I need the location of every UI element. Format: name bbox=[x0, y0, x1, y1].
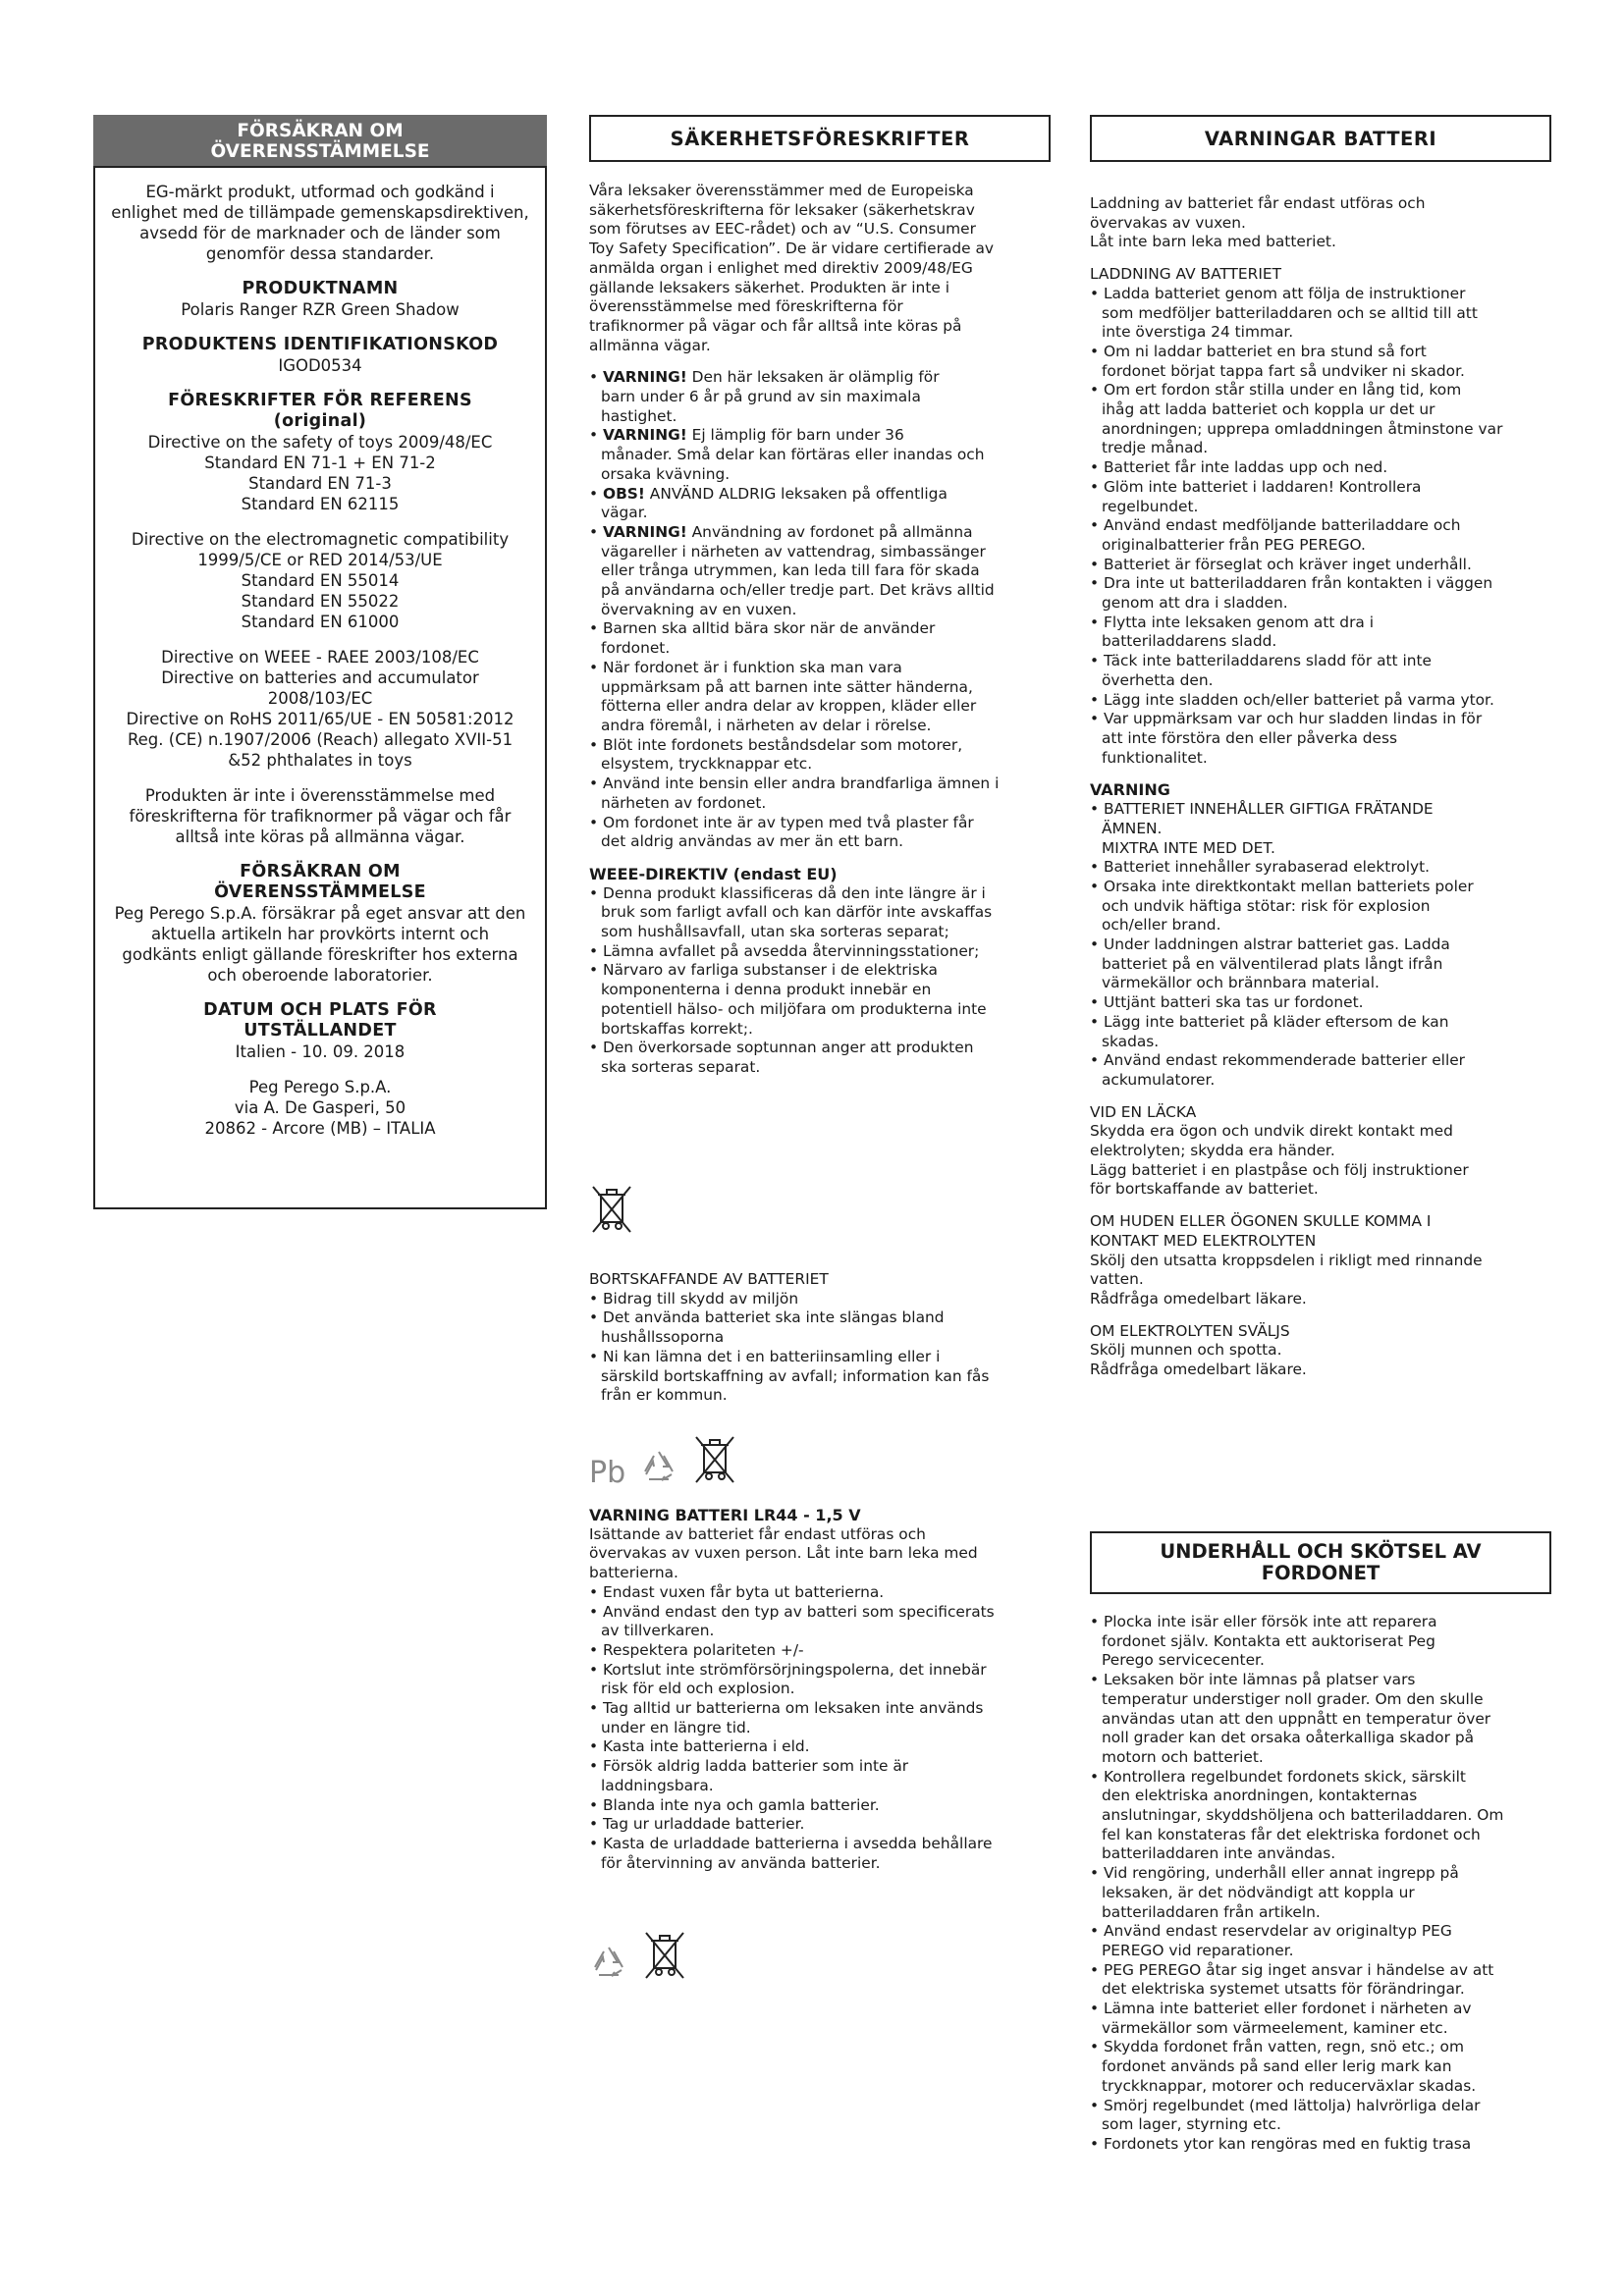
list-item: fel kan konstateras får det elektriska fordonet och bbox=[1102, 1825, 1481, 1843]
warnings-list bbox=[589, 368, 1051, 852]
list-item: noll grader kan det orsaka oåterkalliga skador på bbox=[1102, 1729, 1475, 1747]
list-item: • Flytta inte leksaken genom att dra i bbox=[1090, 613, 1375, 631]
list-item: • Kontrollera regelbundet fordonets skick, särskilt bbox=[1090, 1767, 1466, 1786]
recycle-icon bbox=[639, 1447, 678, 1490]
list-item: • Använd endast den typ av batteri som specificerats bbox=[589, 1602, 995, 1621]
list-item: anslutningar, skyddshöljena och batteriladdaren. Om bbox=[1102, 1806, 1504, 1825]
list-item: värmekällor och brännbara material. bbox=[1102, 974, 1380, 992]
list-item: barn under 6 år på grund av sin maximala bbox=[601, 388, 921, 406]
list-item: • Batteriet innehåller syrabaserad elektrolyt. bbox=[1090, 858, 1431, 877]
list-item: det elektriska systemet utsatts för förändringar. bbox=[1102, 1980, 1465, 1999]
list-item: vägareller i närheten av vattendrag, simbassänger bbox=[601, 542, 986, 561]
list-item: • Under laddningen alstrar batteriet gas. Ladda bbox=[1090, 935, 1450, 954]
list-item: • BATTERIET INNEHÅLLER GIFTIGA FRÄTANDE bbox=[1090, 800, 1434, 819]
list-item: ska sorteras separat. bbox=[601, 1057, 761, 1076]
weee-heading: WEEE-DIREKTIV (endast EU) bbox=[589, 864, 838, 883]
list-item: • Närvaro av farliga substanser i de elektriska bbox=[589, 961, 938, 980]
list-item: laddningsbara. bbox=[601, 1776, 714, 1794]
list-item: batteriladdarens sladd. bbox=[1102, 632, 1277, 651]
list-item: det aldrig användas av mer än ett barn. bbox=[601, 832, 904, 851]
battery-text: Laddning av batteriet får endast utföras och övervakas av vuxen. Låt inte barn leka med batteriet. LADDNING AV BATTERIET • Ladda batteriet genom att följa de instruktioner som medföljer batteriladdaren och se alltid till att inte överstiga 24 timmar. • Om ni laddar batteriet en bra stund så fort fordonet börjat tappa fart så undviker ni skador. • Om ert fordon står stilla under en lång tid, kom ihåg att ladda batteriet och koppla ur det ur anordningen; upprepa omladdningen åtminstone var tredje månad. • Batteriet får inte laddas upp och ned. • Glöm inte batteriet i laddaren! Kontrollera regelbundet. • Använd endast medföljande batteriladdare och originalbatterier från PEG PEREGO. • Batteriet är förseglat och kräver inget underhåll. • Dra inte ut batteriladdaren från kontakten i väggen genom att dra i sladden. • Flytta inte leksaken genom att dra i batteriladdarens sladd. • Täck inte batteriladdarens sladd för att inte överhetta den. • Lägg inte sladden och/eller batteriet på varma ytor. • Var uppmärksam var och hur sladden lindas in för att inte förstöra den eller påverka dess funktionalitet. VARNING • BATTERIET INNEHÅLLER GIFTIGA FRÄTANDE ÄMNEN. MIXTRA INTE MED DET. • Batteriet innehåller syrabaserad elektrolyt. • Orsaka inte direktkontakt mellan batteriets poler och undvik häftiga stötar: risk för explosion och/eller brand. • Under laddningen alstrar batteriet gas. Ladda batteriet på en välventilerad plats långt ifrån värmekällor och brännbara material. • Uttjänt batteri ska tas ur fordonet. • Lägg inte batteriet på kläder eftersom de kan skadas. • Använd endast rekommenderade batterier eller ackumulatorer. VID EN LÄCKA Skydda era ögon och undvik direkt kontakt med elektrolyten; skydda era händer. Lägg batteriet i en plastpåse och följ instruktioner för bortskaffande av batteriet. OM HUDEN ELLER ÖGONEN SKULLE KOMMA I KONTAKT MED ELEKTROLYTEN Skölj den utsatta kroppsdelen i rikligt med rinnande vatten. Rådfråga omedelbart läkare. OM ELEKTROLYTEN SVÄLJS Skölj munnen och spotta. Rådfråga omedelbart läkare. bbox=[1090, 194, 1551, 1380]
list-item: fordonet. bbox=[601, 639, 671, 658]
list-item: • Bidrag till skydd av miljön bbox=[589, 1289, 799, 1308]
product-name-heading: PRODUKTNAMN bbox=[242, 279, 399, 298]
product-name: Polaris Ranger RZR Green Shadow bbox=[181, 300, 460, 319]
list-item: elsystem, tryckknappar etc. bbox=[601, 755, 813, 774]
lr44-section: VARNING BATTERI LR44 - 1,5 V Isättande av batteriet får endast utföras och övervakas av vuxen person. Låt inte barn leka med batterierna. • Endast vuxen får byta ut batterierna. • Använd endast den typ av batteri som specificerats av tillverkaren. • Respektera polariteten +/- • Kortslut inte strömförsörjningspolerna, det innebär risk för eld och explosion. • Tag alltid ur batterierna om leksaken inte används under en längre tid. • Kasta inte batterierna i eld. • Försök aldrig ladda batterier som inte är laddningsbara. • Blanda inte nya och gamla batterier. • Tag ur urladdade batterier. • Kasta de urladdade batterierna i avsedda behållare för återvinning av använda batterier. bbox=[589, 1506, 1051, 1873]
list-item: • Smörj regelbundet (med lättolja) halvrörliga delar bbox=[1090, 2096, 1481, 2114]
list-item: vägar. bbox=[601, 504, 648, 522]
weee-list bbox=[589, 884, 1051, 1078]
list-item: • När fordonet är i funktion ska man vara bbox=[589, 658, 902, 676]
list-item: • Ni kan lämna det i en batteriinsamling eller i bbox=[589, 1347, 941, 1365]
safety-title: SÄKERHETSFÖRESKRIFTER bbox=[589, 115, 1051, 162]
list-item: • Lämna avfallet på avsedda återvinningsstationer; bbox=[589, 941, 980, 960]
list-item: värmekällor som värmeelement, kaminer etc. bbox=[1102, 2018, 1448, 2037]
list-item: inte överstiga 24 timmar. bbox=[1102, 323, 1294, 342]
list-item: för återvinning av använda batterier. bbox=[601, 1853, 881, 1872]
list-item: • Denna produkt klassificeras då den inte längre är i bbox=[589, 883, 986, 902]
lr44-heading: VARNING BATTERI LR44 - 1,5 V bbox=[589, 1506, 861, 1524]
recycle-icon bbox=[589, 1943, 628, 1986]
crossed-bin-icon bbox=[692, 1433, 737, 1490]
list-item: och/eller brand. bbox=[1102, 916, 1221, 934]
list-item: • Skydda fordonet från vatten, regn, snö etc.; om bbox=[1090, 2038, 1464, 2056]
list-item: potentiell hälso- och miljöfara om produkterna inte bbox=[601, 999, 987, 1018]
list-item: den elektriska anordningen, kontakternas bbox=[1102, 1787, 1418, 1805]
list-item: • Om ert fordon står stilla under en lång tid, kom bbox=[1090, 381, 1462, 400]
list-item: • VARNING! Den här leksaken är olämplig för bbox=[589, 368, 940, 387]
list-item: • Täck inte batteriladdarens sladd för att inte bbox=[1090, 652, 1432, 670]
list-item: • Respektera polariteten +/- bbox=[589, 1640, 804, 1659]
list-item: leksaken, är det nödvändigt att koppla ur bbox=[1102, 1883, 1415, 1901]
list-item: regelbundet. bbox=[1102, 497, 1199, 515]
list-item: • Försök aldrig ladda batterier som inte är bbox=[589, 1757, 909, 1776]
list-item: under en längre tid. bbox=[601, 1718, 751, 1736]
list-item: • Använd endast rekommenderade batterier eller bbox=[1090, 1051, 1466, 1070]
list-item: temperatur understiger noll grader. Om den skulle bbox=[1102, 1689, 1484, 1708]
list-item: • VARNING! Ej lämplig för barn under 36 bbox=[589, 426, 904, 445]
list-item: uppmärksam på att barnen inte sätter händerna, bbox=[601, 677, 973, 696]
list-item: bortskaffas korrekt;. bbox=[601, 1019, 753, 1038]
list-item: • Glöm inte batteriet i laddaren! Kontrollera bbox=[1090, 477, 1422, 496]
list-item: • Den överkorsade soptunnan anger att produkten bbox=[589, 1039, 974, 1057]
list-item: • Använd inte bensin eller andra brandfarliga ämnen i bbox=[589, 774, 1000, 793]
list-item: fordonet börjat tappa fart så undviker ni skador. bbox=[1102, 361, 1465, 380]
list-item: som lager, styrning etc. bbox=[1102, 2115, 1281, 2134]
list-item: tryckknappar, motorer och reducerväxlar skadas. bbox=[1102, 2076, 1477, 2095]
list-item: anordningen; upprepa omladdningen åtminstone var bbox=[1102, 419, 1503, 438]
list-item: MIXTRA INTE MED DET. bbox=[1102, 838, 1275, 857]
list-item: risk för eld och explosion. bbox=[601, 1680, 795, 1698]
list-item: från er kommun. bbox=[601, 1386, 728, 1405]
list-item: genom att dra i sladden. bbox=[1102, 594, 1288, 613]
battery-title: VARNINGAR BATTERI bbox=[1090, 115, 1551, 162]
list-item: eller trånga utrymmen, kan leda till fara för skada bbox=[601, 561, 980, 580]
pb-label: Pb bbox=[589, 1456, 626, 1490]
list-item: batteriladdaren inte användas. bbox=[1102, 1844, 1336, 1863]
product-id: IGOD0534 bbox=[278, 356, 362, 375]
list-item: • Blanda inte nya och gamla batterier. bbox=[589, 1795, 880, 1814]
list-item: • Lämna inte batteriet eller fordonet i närheten av bbox=[1090, 2000, 1472, 2018]
list-item: av tillverkaren. bbox=[601, 1622, 715, 1640]
list-item: • Ladda batteriet genom att följa de instruktioner bbox=[1090, 284, 1466, 302]
list-item: särskild bortskaffning av avfall; information kan fås bbox=[601, 1366, 990, 1385]
list-item: • Dra inte ut batteriladdaren från kontakten i väggen bbox=[1090, 574, 1493, 593]
list-item: • Uttjänt batteri ska tas ur fordonet. bbox=[1090, 993, 1364, 1012]
list-item: PEREGO vid reparationer. bbox=[1102, 1941, 1294, 1959]
list-item: • Lägg inte sladden och/eller batteriet på varma ytor. bbox=[1090, 690, 1494, 709]
list-item: • Kasta inte batterierna i eld. bbox=[589, 1737, 810, 1756]
issue-date: Italien - 10. 09. 2018 bbox=[235, 1042, 406, 1061]
list-item: • Lägg inte batteriet på kläder eftersom de kan bbox=[1090, 1012, 1449, 1031]
list-item: • Plocka inte isär eller försök inte att reparera bbox=[1090, 1613, 1437, 1630]
list-item: • Batteriet får inte laddas upp och ned. bbox=[1090, 458, 1388, 477]
list-item: och undvik häftiga stötar: risk för explosion bbox=[1102, 896, 1431, 915]
list-item: tredje månad. bbox=[1102, 439, 1209, 457]
list-item: på användarna och/eller tredje part. Det krävs alltid bbox=[601, 581, 995, 600]
list-item: • Använd endast medföljande batteriladdare och bbox=[1090, 516, 1461, 535]
list-item: • Endast vuxen får byta ut batterierna. bbox=[589, 1582, 885, 1601]
list-item: komponenterna i denna produkt innebär en bbox=[601, 981, 932, 999]
battery-disposal: BORTSKAFFANDE AV BATTERIET • Bidrag till skydd av miljön • Det använda batteriet ska inte slängas bland hushållssoporna • Ni kan lämna det i en batteriinsamling eller i särskild bortskaffning av avfall; information kan fås från er kommun. bbox=[589, 1270, 1051, 1406]
list-item: • Om ni laddar batteriet en bra stund så fort bbox=[1090, 342, 1427, 360]
list-item: Perego servicecenter. bbox=[1102, 1651, 1265, 1670]
list-item: • Leksaken bör inte lämnas på platser vars bbox=[1090, 1671, 1416, 1689]
list-item: användas utan att den uppnått en temperatur över bbox=[1102, 1709, 1491, 1728]
list-item: • Om fordonet inte är av typen med två plaster får bbox=[589, 813, 974, 831]
list-item: • Tag alltid ur batterierna om leksaken inte används bbox=[589, 1699, 984, 1718]
safety-text: Våra leksaker överensstämmer med de Europeiska säkerhetsföreskrifterna för leksaker (säkerhetskrav som förutses av EEC-rådet) och av “U.S. Consumer Toy Safety Specification”. De är vidare certifierade av anmälda organ i enlighet med direktiv 2009/48/EG gällande leksakers säkerhet. Produkten är inte i överensstämmelse med föreskrifterna för trafiknormer på vägar och får alltså inte köras på allmänna vägar. • VARNING! Den här leksaken är olämplig för barn under 6 år på grund av sin maximala hastighet. • VARNING! Ej lämplig för barn under 36 månader. Små delar kan förtäras eller inandas och orsaka kvävning. • OBS! ANVÄND ALDRIG leksaken på offentliga vägar. • VARNING! Användning av fordonet på allmänna vägareller i närheten av vattendrag, simbassänger eller trånga utrymmen, kan leda till fara för skada på användarna och/eller tredje part. Det krävs alltid övervakning av en vuxen. • Barnen ska alltid bära skor när de använder fordonet. • När fordonet är i funktion ska man vara uppmärksam på att barnen inte sätter händerna, fötterna eller andra delar av kroppen, kläder eller andra föremål, i närheten av delar i rörelse. • Blöt inte fordonets beståndsdelar som motorer, elsystem, tryckknappar etc. • Använd inte bensin eller andra brandfarliga ämnen i närheten av fordonet. • Om fordonet inte är av typen med två plaster får det aldrig användas av mer än ett barn. WEEE-DIREKTIV (endast EU) • Denna produkt klassificeras då den inte längre är i bruk som farligt avfall och kan därför inte avskaffas som hushållsavfall, utan ska sorteras separat; • Lämna avfallet på avsedda återvinningsstationer; • Närvaro av farliga substanser i de elektriska komponenterna i denna produkt innebär en potentiell hälso- och miljöfara om produkterna inte bortskaffas korrekt;. • Den överkorsade soptunnan anger att produkten ska sorteras separat. bbox=[589, 182, 1051, 1078]
list-item: månader. Små delar kan förtäras eller inandas och bbox=[601, 446, 985, 464]
list-item: • PEG PEREGO åtar sig inget ansvar i händelse av att bbox=[1090, 1960, 1494, 1979]
list-item: • Batteriet är förseglat och kräver inget underhåll. bbox=[1090, 555, 1472, 573]
declaration-header: FÖRSÄKRAN OM ÖVERENSSTÄMMELSE bbox=[93, 115, 547, 166]
list-item: • Kasta de urladdade batterierna i avsedda behållare bbox=[589, 1834, 993, 1852]
list-item: som hushållsavfall, utan ska sorteras separat; bbox=[601, 923, 949, 941]
lr44-icon-row bbox=[589, 1929, 687, 1986]
list-item: • Orsaka inte direktkontakt mellan batteriets poler bbox=[1090, 877, 1474, 895]
list-item: • OBS! ANVÄND ALDRIG leksaken på offentliga bbox=[589, 484, 947, 503]
list-item: som medföljer batteriladdaren och se alltid till att bbox=[1102, 303, 1478, 322]
battery-icon-row bbox=[589, 1433, 737, 1490]
list-item: ÄMNEN. bbox=[1102, 819, 1163, 837]
list-item: originalbatterier från PEG PEREGO. bbox=[1102, 535, 1366, 554]
list-item: övervakning av en vuxen. bbox=[601, 600, 797, 618]
declaration-box: EG-märkt produkt, utformad och godkänd i enlighet med de tillämpade gemenskapsdirektiven, avsedd för de marknader och de länder som genomför dessa standarder. PRODUKTNAMN Polaris Ranger RZR Green Shadow PRODUKTENS IDENTIFIKATIONSKOD IGOD0534 FÖRESKRIFTER FÖR REFERENS (original) Directive on the safety of toys 2009/48/EC Standard EN 71-1 + EN 71-2 Standard EN 71-3 Standard EN 62115 Directive on the electromagnetic compatibility 1999/5/CE or RED 2014/53/UE Standard EN 55014 Standard EN 55022 Standard EN 61000 Directive on WEEE - RAEE 2003/108/EC Directive on batteries and accumulator 2008/103/EC Directive on RoHS 2011/65/UE - EN 50581:2012 Reg. (CE) n.1907/2006 (Reach) allegato XVII-51 &52 phthalates in toys Produkten är inte i överensstämmelse med föreskrifterna för trafiknormer på vägar och får alltså inte köras på allmänna vägar. FÖRSÄKRAN OM ÖVERENSSTÄMMELSE Peg Perego S.p.A. försäkrar på eget ansvar att den aktuella artikeln har provkörts internt och godkänts enligt gällande föreskrifter hos externa och oberoende laboratorier. DATUM OCH PLATS FÖR UTSTÄLLANDET Italien - 10. 09. 2018 Peg Perego S.p.A. via A. De Gasperi, 50 20862 - Arcore (MB) – ITALIA bbox=[93, 166, 547, 1209]
list-item: • Var uppmärksam var och hur sladden lindas in för bbox=[1090, 710, 1483, 728]
list-item: närheten av fordonet. bbox=[601, 793, 767, 812]
list-item: • Tag ur urladdade batterier. bbox=[589, 1815, 805, 1834]
list-item: • Blöt inte fordonets beståndsdelar som motorer, bbox=[589, 735, 963, 754]
weee-icon-row bbox=[589, 1183, 634, 1240]
list-item: fordonet används på sand eller lerig mark kan bbox=[1102, 2057, 1452, 2076]
list-item: • Fordonets ytor kan rengöras med en fuktig trasa bbox=[1090, 2134, 1472, 2153]
list-item: fötterna eller andra delar av kroppen, kläder eller bbox=[601, 697, 977, 716]
list-item: motorn och batteriet. bbox=[1102, 1747, 1264, 1766]
list-item: batteriladdaren från artikeln. bbox=[1102, 1902, 1321, 1921]
product-id-heading: PRODUKTENS IDENTIFIKATIONSKOD bbox=[141, 335, 499, 354]
list-item: ihåg att ladda batteriet och koppla ur det ur bbox=[1102, 400, 1435, 419]
list-item: ackumulatorer. bbox=[1102, 1070, 1216, 1089]
list-item: • Det använda batteriet ska inte slängas bland bbox=[589, 1308, 945, 1327]
list-item: andra föremål, i närheten av delar i rörelse. bbox=[601, 716, 932, 734]
list-item: överhetta den. bbox=[1102, 670, 1214, 689]
list-item: • Använd endast reservdelar av originaltyp PEG bbox=[1090, 1922, 1452, 1941]
list-item: fordonet själv. Kontakta ett auktoriserat Peg bbox=[1102, 1631, 1435, 1650]
list-item: • Vid rengöring, underhåll eller annat ingrepp på bbox=[1090, 1864, 1459, 1883]
list-item: • Kortslut inte strömförsörjningspolerna, det innebär bbox=[589, 1660, 987, 1679]
maintenance-title: UNDERHÅLL OCH SKÖTSEL AV FORDONET bbox=[1090, 1531, 1551, 1594]
list-item: funktionalitet. bbox=[1102, 748, 1208, 767]
crossed-bin-icon bbox=[642, 1929, 687, 1986]
list-item: batteriet på en välventilerad plats långt ifrån bbox=[1102, 954, 1443, 973]
list-item: • VARNING! Användning av fordonet på allmänna bbox=[589, 522, 973, 541]
list-item: att inte förstöra den eller påverka dess bbox=[1102, 728, 1398, 747]
crossed-bin-icon bbox=[589, 1183, 634, 1240]
list-item: hushållssoporna bbox=[601, 1328, 725, 1347]
list-item: • Barnen ska alltid bära skor när de använder bbox=[589, 619, 936, 638]
list-item: bruk som farligt avfall och kan därför inte avskaffas bbox=[601, 903, 993, 922]
list-item: skadas. bbox=[1102, 1032, 1160, 1050]
list-item: hastighet. bbox=[601, 406, 677, 425]
list-item: orsaka kvävning. bbox=[601, 464, 731, 483]
maintenance-text bbox=[1090, 1613, 1551, 2155]
